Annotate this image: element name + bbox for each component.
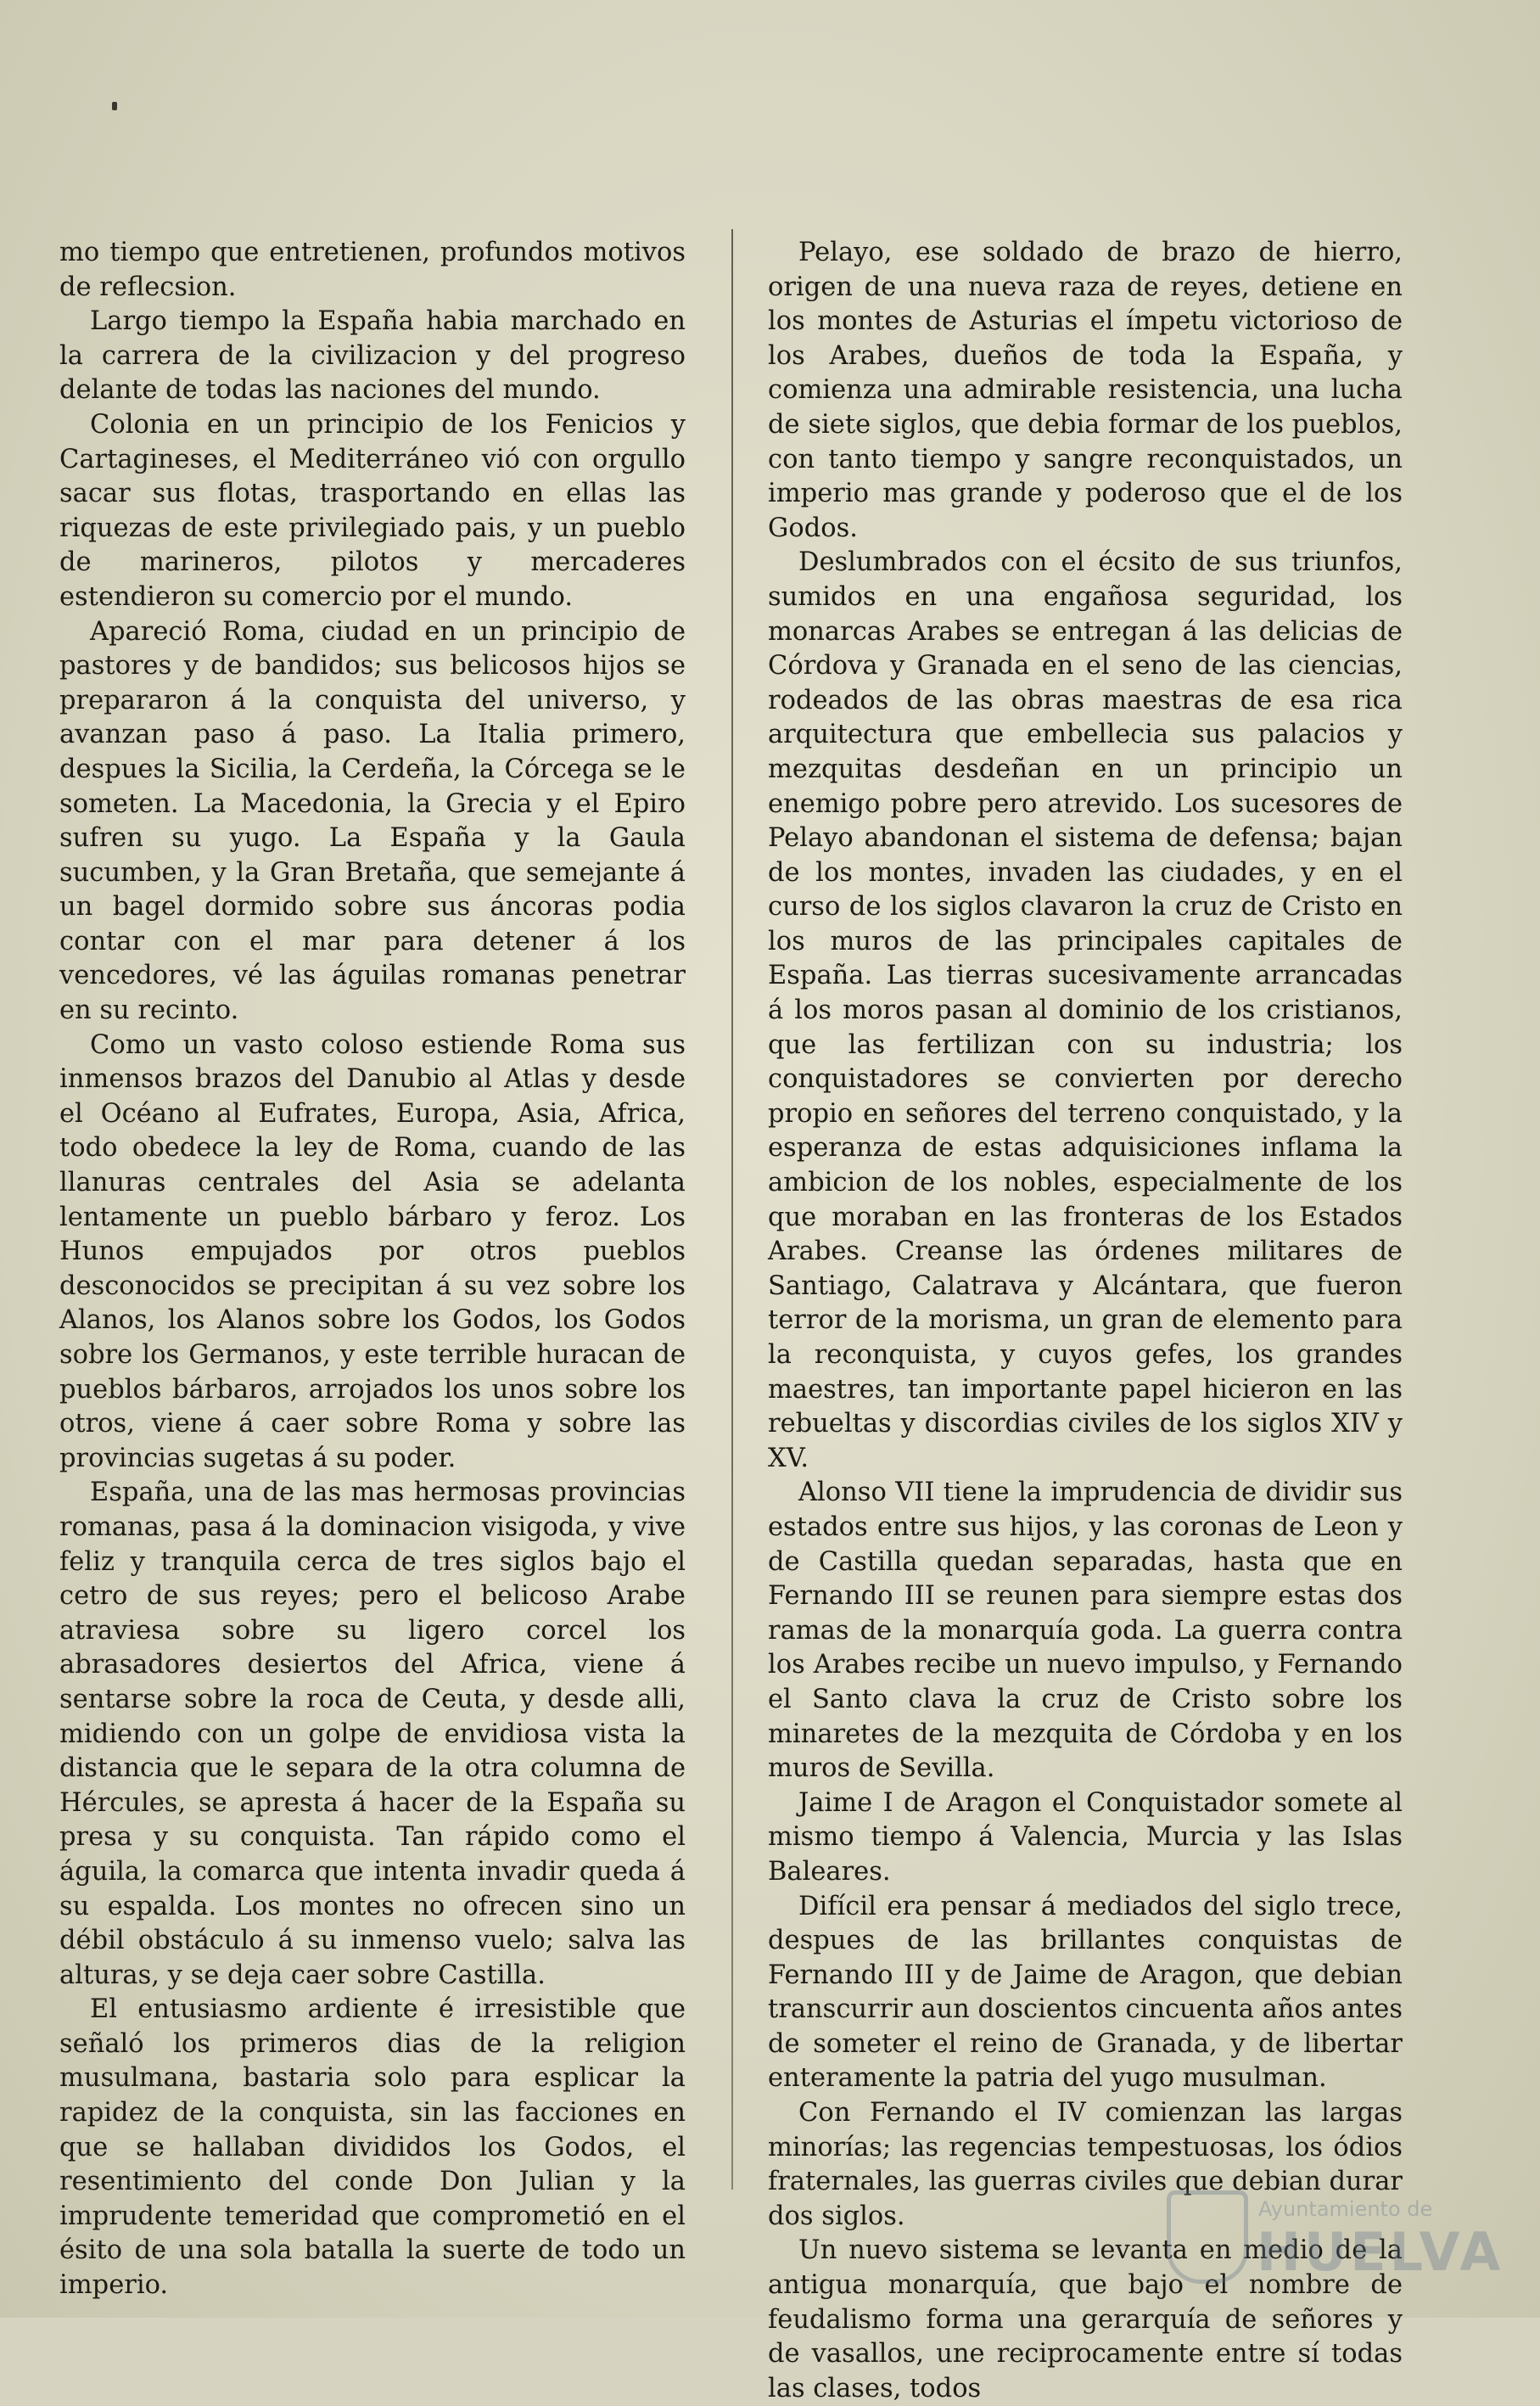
left-text-column: [59, 236, 686, 2303]
paragraph: Como un vasto coloso estiende Roma sus inmensos brazos del Danubio al Atlas y desde el Océano al Eufrates, Europa, Asia, Africa, todo obedece la ley de Roma, cuando de las llanuras centrales del Asia se adelanta lentamente un pueblo bárbaro y feroz. Los Hunos empujados por otros pueblos desconocidos se precipitan á su vez sobre los Alanos, los Alanos sobre los Godos, los Godos sobre los Germanos, y este terrible huracan de pueblos bárbaros, arrojados los unos sobre los otros, viene á caer sobre Roma y sobre las provincias sugetas á su poder.: [59, 1029, 686, 1473]
paragraph: Con Fernando el IV comienzan las largas minorías; las regencias tempestuosas, los ódios fraternales, las guerras civiles que debian durar dos siglos.: [768, 2098, 1403, 2231]
right-text-column: [768, 236, 1403, 2406]
paragraph: Alonso VII tiene la imprudencia de dividir sus estados entre sus hijos, y las coronas de Leon y de Castilla quedan separadas, hasta que en Fernando III se reunen para siempre estas dos ramas de la monarquía goda. La guerra contra los Arabes recibe un nuevo impulso, y Fernando el Santo clava la cruz de Cristo sobre los minaretes de la mezquita de Córdoba y en los muros de Sevilla.: [768, 1478, 1403, 1784]
paragraph: Apareció Roma, ciudad en un principio de pastores y de bandidos; sus belicosos hijos se prepararon á la conquista del universo, y avanzan paso á paso. La Italia primero, despues la Sicilia, la Cerdeña, la Córcega se le someten. La Macedonia, la Grecia y el Epiro sufren su yugo. La España y la Gaula sucumben, y la Gran Bretaña, que semejante á un bagel dormido sobre sus áncoras podia contar con el mar para detener á los vencedores, vé las águilas romanas penetrar en su recinto.: [59, 616, 686, 1026]
paragraph: Largo tiempo la España habia marchado en la carrera de la civilizacion y del progreso delante de todas las naciones del mundo.: [59, 306, 686, 406]
paragraph: mo tiempo que entretienen, profundos motivos de reflecsion.: [59, 238, 686, 302]
bleed-through-text: [51, 157, 1493, 233]
ink-speck: [112, 102, 117, 110]
paragraph: Jaime I de Aragon el Conquistador somete al mismo tiempo á Valencia, Murcia y las Islas Baleares.: [768, 1787, 1403, 1887]
archive-watermark-logo: [1167, 2190, 1504, 2284]
paragraph: Difícil era pensar á mediados del siglo trece, despues de las brillantes conquistas de Fernando III y de Jaime de Aragon, que debian transcurrir aun doscientos cincuenta años antes de someter el reino de Granada, y de libertar enteramente la patria del yugo musulman.: [768, 1891, 1403, 2094]
watermark-line2: HUELVA: [1257, 2221, 1504, 2283]
paragraph: España, una de las mas hermosas provincias romanas, pasa á la dominacion visigoda, y vive feliz y tranquila cerca de tres siglos bajo el cetro de sus reyes; pero el belicoso Arabe atraviesa sobre su ligero corcel los abrasadores desiertos del Africa, viene á sentarse sobre la roca de Ceuta, y desde alli, midiendo con un golpe de envidiosa vista la distancia que le separa de la otra columna de Hércules, se apresta á hacer de la España su presa y su conquista. Tan rápido como el águila, la comarca que intenta invadir queda á su espalda. Los montes no ofrecen sino un débil obstáculo á su inmenso vuelo; salva las alturas, y se deja caer sobre Castilla.: [59, 1478, 686, 1990]
paragraph: Deslumbrados con el écsito de sus triunfos, sumidos en una engañosa seguridad, los monarcas Arabes se entregan á las delicias de Córdova y Granada en el seno de las ciencias, rodeados de las obras maestras de esa rica arquitectura que embellecia sus palacios y mezquitas desdeñan en un principio un enemigo pobre pero atrevido. Los sucesores de Pelayo abandonan el sistema de defensa; bajan de los montes, invaden las ciudades, y en el curso de los siglos clavaron la cruz de Cristo en los muros de las principales capitales de España. Las tierras sucesivamente arrancadas á los moros pasan al dominio de los cristianos, que las fertilizan con su industria; los conquistadores se convierten por derecho propio en señores del terreno conquistado, y la esperanza de estas adquisiciones inflama la ambicion de los nobles, especialmente de los que moraban en las fronteras de los Estados Arabes. Creanse las órdenes militares de Santiago, Calatrava y Alcántara, que fueron terror de la morisma, un gran de elemento para la reconquista, y cuyos gefes, los grandes maestres, tan importante papel hicieron en las rebueltas y discordias civiles de los siglos XIV y XV.: [768, 547, 1403, 1473]
watermark-line1: Ayuntamiento de: [1258, 2197, 1433, 2221]
paragraph: Pelayo, ese soldado de brazo de hierro, origen de una nueva raza de reyes, detiene en los montes de Asturias el ímpetu victorioso de los Arabes, dueños de toda la España, y comienza una admirable resistencia, una lucha de siete siglos, que debia formar de los pueblos, con tanto tiempo y sangre reconquistados, un imperio mas grande y poderoso que el de los Godos.: [768, 238, 1403, 543]
paragraph: Un nuevo sistema se levanta en medio de la antigua monarquía, que bajo el nombre de feudalismo forma una gerarquía de señores y de vasallos, une reciprocamente entre sí todas las clases, todos: [768, 2235, 1403, 2403]
shield-icon: [1167, 2190, 1248, 2284]
paragraph: El entusiasmo ardiente é irresistible que señaló los primeros dias de la religion musulmana, bastaria solo para esplicar la rapidez de la conquista, sin las facciones en que se hallaban divididos los Godos, el resentimiento del conde Don Julian y la imprudente temeridad que comprometió en el ésito de una sola batalla la suerte de todo un imperio.: [59, 1994, 686, 2301]
paragraph: Colonia en un principio de los Fenicios y Cartagineses, el Mediterráneo vió con orgullo sacar sus flotas, trasportando en ellas las riquezas de este privilegiado pais, y un pueblo de marineros, pilotos y mercaderes estendieron su comercio por el mundo.: [59, 409, 686, 612]
column-divider: [731, 229, 733, 2190]
